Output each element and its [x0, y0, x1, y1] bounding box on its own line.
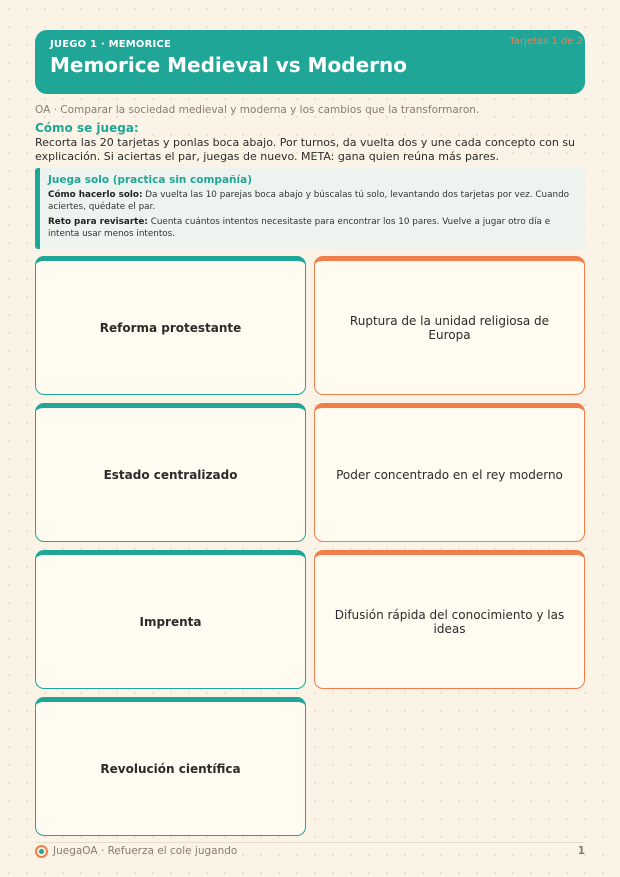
brand-logo-icon — [35, 845, 48, 858]
learning-objective: OA · Comparar la sociedad medieval y moderna y los cambios que la transformaron. — [35, 104, 480, 116]
explanation-text: Ruptura de la unidad religiosa de Europa — [349, 313, 550, 342]
solo-review-text: Cuenta cuántos intentos necesitaste para encontrar los 10 pares. Vuelve a jugar otro día e intenta usar menos intentos. — [48, 217, 551, 239]
solo-how-line — [48, 189, 575, 213]
explanation-text: Difusión rápida del conocimiento y las ideas — [334, 607, 565, 636]
header-banner — [35, 30, 585, 94]
concept-text: Imprenta — [139, 614, 202, 629]
solo-how-label: Cómo hacerlo solo: — [48, 190, 143, 200]
explanation-card — [314, 403, 585, 542]
how-to-play-text: Recorta las 20 tarjetas y ponlas boca abajo. Por turnos, da vuelta dos y une cada concepto con su explicación. Si aciertas el par, juegas de nuevo. META: gana quien reúna más pares. — [35, 136, 576, 163]
page-number: 1 — [577, 845, 585, 857]
how-to-play-title: Cómo se juega: — [35, 121, 139, 135]
game-kicker: JUEGO 1 · MEMORICE — [50, 39, 172, 50]
concept-card — [35, 697, 306, 836]
solo-how-text: Da vuelta las 10 parejas boca abajo y búscalas tú solo, levantando dos tarjetas por vez. Cuando aciertes, quédate el par. — [48, 190, 570, 212]
explanation-card — [314, 550, 585, 689]
footer-brand: JuegaOA · Refuerza el cole jugando — [53, 845, 238, 857]
concept-text: Reforma protestante — [99, 320, 242, 335]
explanation-text: Poder concentrado en el rey moderno — [336, 467, 563, 482]
solo-review-line — [48, 216, 575, 240]
footer — [35, 843, 585, 859]
explanation-card — [314, 256, 585, 395]
solo-title: Juega solo (practica sin compañía) — [48, 174, 252, 186]
page-reference: Tarjetas 1 de 2 — [509, 36, 583, 47]
concept-text: Estado centralizado — [103, 467, 238, 482]
solo-review-label: Reto para revisarte: — [48, 217, 148, 227]
concept-card — [35, 403, 306, 542]
concept-card — [35, 256, 306, 395]
concept-card — [35, 550, 306, 689]
solo-play-box — [35, 168, 585, 249]
concept-text: Revolución científica — [100, 761, 241, 776]
page-title: Memorice Medieval vs Moderno — [50, 53, 407, 77]
